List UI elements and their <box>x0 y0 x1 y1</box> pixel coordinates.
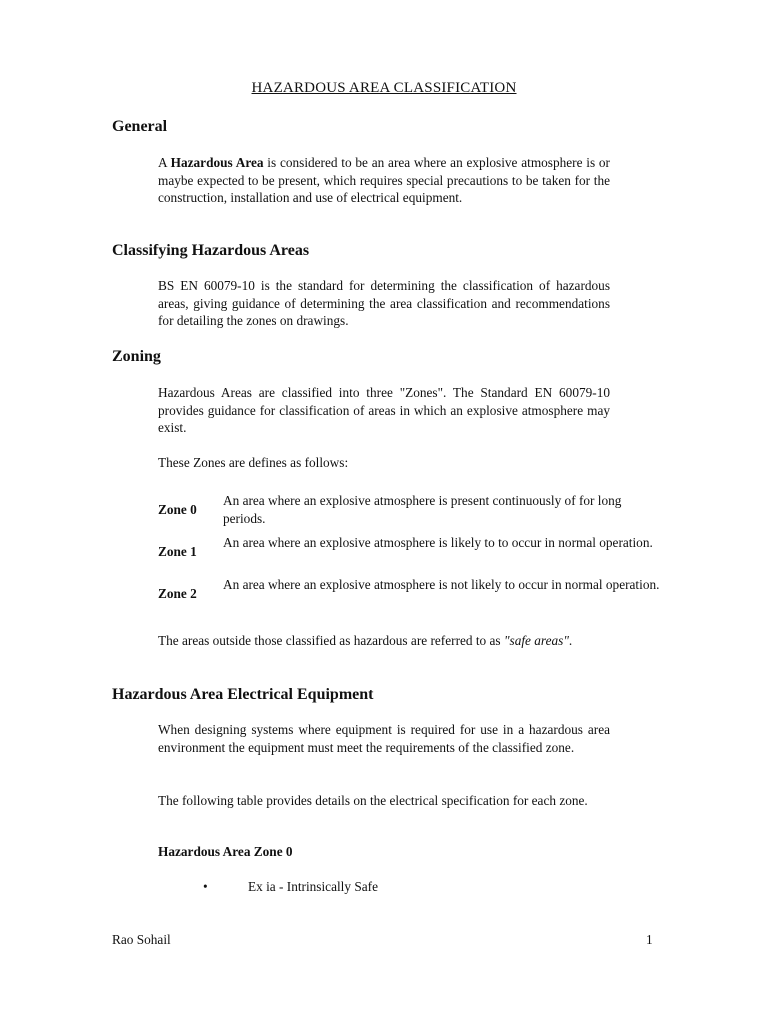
bullet-marker: • <box>203 879 208 894</box>
safe-areas-paragraph: The areas outside those classified as hazardous are referred to as "safe areas". <box>158 633 573 648</box>
zoning-paragraph: Hazardous Areas are classified into three "Zones". The Standard EN 60079-10 provides guidance for classification of areas in which an explosive atmosphere may exist. <box>158 385 610 436</box>
safe-areas-term: "safe areas" <box>503 633 569 648</box>
list-item: Ex ia - Intrinsically Safe <box>248 879 378 894</box>
zone-0-subheading: Hazardous Area Zone 0 <box>158 844 293 859</box>
zone-2-label: Zone 2 <box>158 586 197 601</box>
document-title: HAZARDOUS AREA CLASSIFICATION <box>251 80 517 96</box>
zones-intro: These Zones are defines as follows: <box>158 455 349 470</box>
section-heading-zoning: Zoning <box>112 348 161 365</box>
zone-1-label: Zone 1 <box>158 544 197 559</box>
classifying-paragraph: BS EN 60079-10 is the standard for determining the classification of hazardous areas, giving guidance of determining the area classification and recommendations for detailing the zones on drawings. <box>158 278 610 329</box>
section-heading-equipment: Hazardous Area Electrical Equipment <box>112 686 374 703</box>
zone-0-label: Zone 0 <box>158 502 197 517</box>
section-heading-classifying: Classifying Hazardous Areas <box>112 242 310 259</box>
zone-2-description: An area where an explosive atmosphere is not likely to occur in normal operation. <box>223 577 660 592</box>
table-intro-paragraph: The following table provides details on the electrical specification for each zone. <box>158 793 588 808</box>
equipment-paragraph: When designing systems where equipment is required for use in a hazardous area environment the equipment must meet the requirements of the classified zone. <box>158 722 610 755</box>
general-paragraph: A Hazardous Area is considered to be an area where an explosive atmosphere is or maybe expected to be present, which requires special precautions to be taken for the construction, installation and use of electrical equipment. <box>158 155 610 206</box>
section-heading-general: General <box>112 118 168 135</box>
hazardous-area-term: Hazardous Area <box>170 155 264 170</box>
footer-author: Rao Sohail <box>112 932 171 947</box>
zone-1-description: An area where an explosive atmosphere is likely to to occur in normal operation. <box>223 535 653 550</box>
zone-0-description: An area where an explosive atmosphere is present continuously of for long periods. <box>223 493 622 526</box>
page-number: 1 <box>646 932 653 947</box>
